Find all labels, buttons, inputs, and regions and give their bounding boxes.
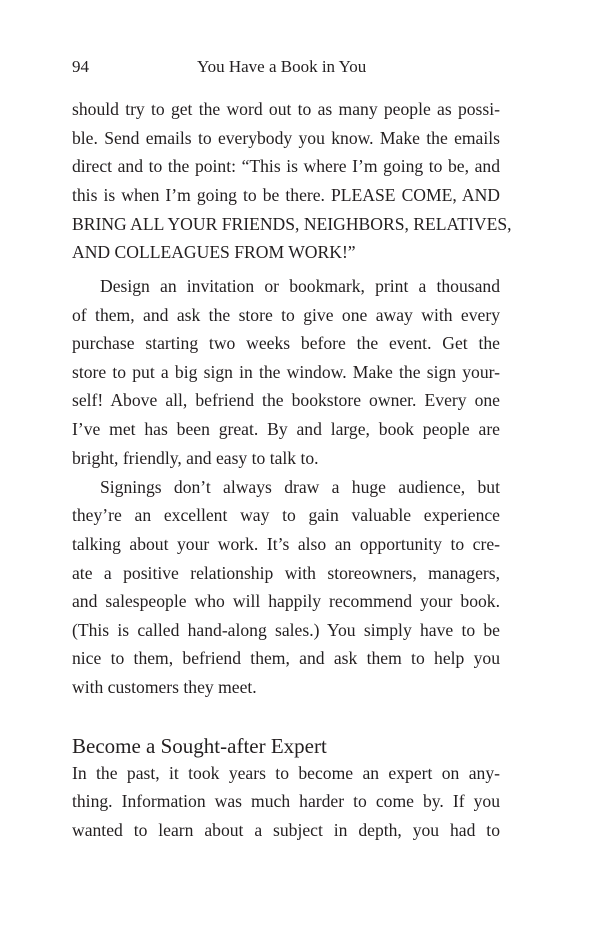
text-line: purchase starting two weeks before the event. Get the [72,333,500,353]
text-line: (This is called hand-along sales.) You simply have to be [72,620,500,640]
text-line: thing. Information was much harder to come by. If you [72,791,500,811]
text-line: with customers they meet. [72,677,257,697]
text-line: wanted to learn about a subject in depth, you had to [72,820,500,840]
text-line: they’re an excellent way to gain valuable experience [72,505,500,525]
text-line: nice to them, befriend them, and ask them to help you [72,648,500,668]
text-line: self! Above all, befriend the bookstore owner. Every one [72,390,500,410]
text-line: talking about your work. It’s also an opportunity to cre- [72,534,500,554]
text-line: and salespeople who will happily recommend your book. [72,591,500,611]
page-number: 94 [72,57,89,76]
text-line: ble. Send emails to everybody you know. Make the emails [72,128,500,148]
text-line: direct and to the point: “This is where I’m going to be, and [72,156,500,176]
text-line: BRING ALL YOUR FRIENDS, NEIGHBORS, RELATIVES, [72,214,512,234]
text-line: of them, and ask the store to give one away with every [72,305,500,325]
text-line: bright, friendly, and easy to talk to. [72,448,319,468]
running-title: You Have a Book in You [197,57,367,76]
text-line: AND COLLEAGUES FROM WORK!” [72,242,356,262]
text-line: ate a positive relationship with storeowners, managers, [72,563,500,583]
text-line: should try to get the word out to as many people as possi- [72,99,500,119]
text-line: Design an invitation or bookmark, print a thousand [100,276,500,296]
text-line: Signings don’t always draw a huge audience, but [100,477,500,497]
text-line: In the past, it took years to become an expert on any- [72,763,500,783]
section-heading: Become a Sought-after Expert [72,734,327,758]
text-line: I’ve met has been great. By and large, book people are [72,419,500,439]
text-line: this is when I’m going to be there. PLEASE COME, AND [72,185,500,205]
text-line: store to put a big sign in the window. Make the sign your- [72,362,500,382]
